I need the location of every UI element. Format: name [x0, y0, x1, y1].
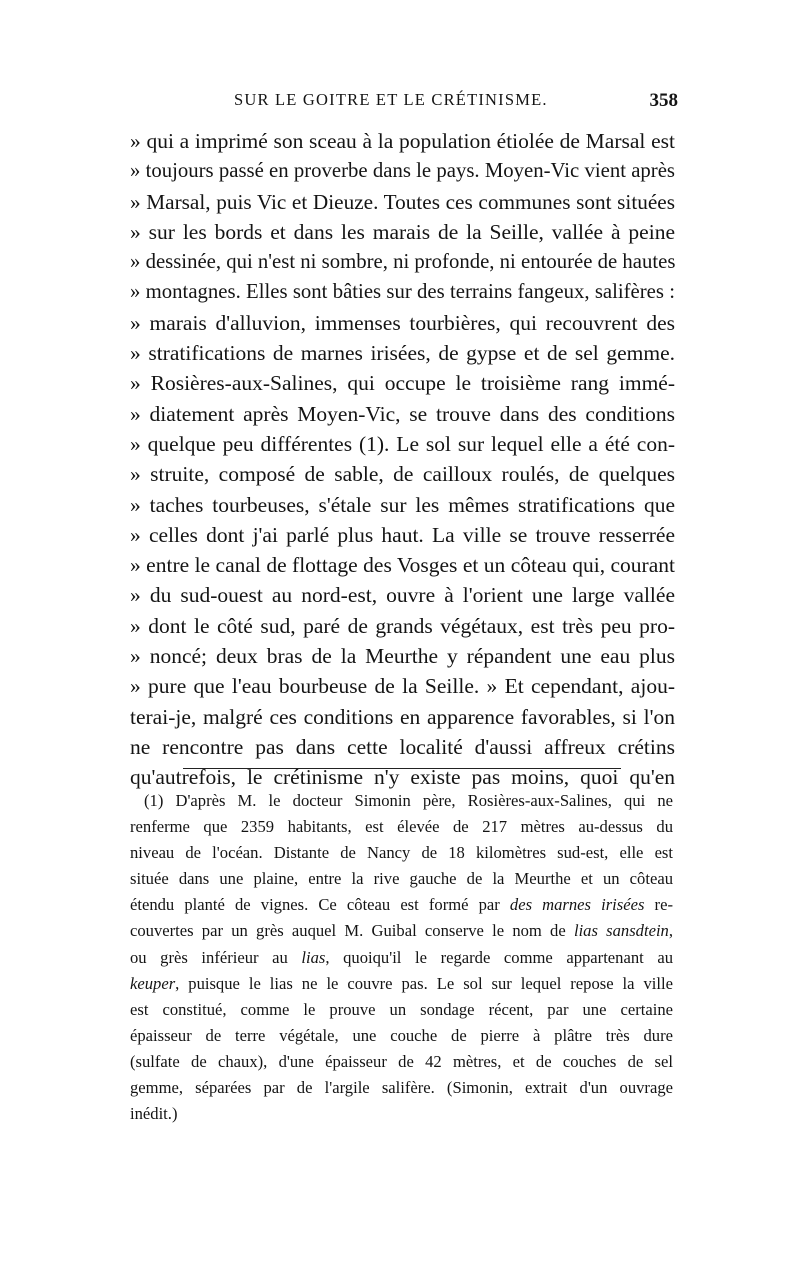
footnote-line [130, 788, 673, 814]
text-line: » entre le canal de flottage des Vosges et un côteau qui, courant [130, 553, 675, 578]
footnote-text: située dans une plaine, entre la rive gauche de la Meurthe et un côteau [130, 869, 673, 889]
text-line: » noncé; deux bras de la Meurthe y répandent une eau plus [130, 644, 675, 669]
footnote-line [130, 814, 673, 840]
footnote-text: , puisque le lias ne le couvre pas. Le sol sur lequel repose la ville [175, 973, 673, 993]
footnote-text: étendu planté de vignes. Ce côteau est formé par [130, 895, 510, 915]
text-line: » diatement après Moyen-Vic, se trouve dans des conditions [130, 401, 675, 426]
page-number: 358 [649, 90, 678, 111]
text-line: » quelque peu différentes (1). Le sol sur lequel elle a été con- [130, 431, 675, 456]
footnote-text: gemme, séparées par de l'argile salifère. (Simonin, extrait d'un ouvrage [130, 1078, 673, 1098]
main-text-block [130, 126, 675, 793]
footnote-text: (1) D'après M. le docteur Simonin père, Rosières-aux-Salines, qui ne [144, 791, 673, 810]
footnote-line [130, 892, 673, 918]
text-line: terai-je, malgré ces conditions en apparence favorables, si l'on [130, 704, 675, 729]
text-line: » sur les bords et dans les marais de la Seille, vallée à peine [130, 219, 675, 244]
footnote-italic-term: keuper [130, 973, 176, 993]
text-line: » celles dont j'ai parlé plus haut. La ville se trouve resserrée [130, 522, 675, 547]
footnote-line [130, 1049, 673, 1075]
footnote-text: (sulfate de chaux), d'une épaisseur de 42 mètres, et de couches de sel [130, 1051, 673, 1071]
text-line: » Rosières-aux-Salines, qui occupe le troisième rang immé- [130, 371, 675, 396]
text-line: » marais d'alluvion, immenses tourbières, qui recouvrent des [130, 310, 675, 335]
footnote-text: renferme que 2359 habitants, est élevée de 217 mètres au-dessus du [130, 817, 673, 837]
footnote-line [130, 971, 673, 997]
text-line: » dessinée, qui n'est ni sombre, ni profonde, ni entourée de hautes [130, 251, 676, 274]
footnote-italic-term: lias sansdtein [573, 921, 669, 941]
footnote-text: est constitué, comme le prouve un sondage récent, par une certaine [130, 999, 673, 1019]
footnote-line [130, 1075, 673, 1101]
footnote-line [130, 840, 673, 866]
footnote-text: re- [644, 895, 673, 915]
text-line: » stratifications de marnes irisées, de gypse et de sel gemme. [130, 341, 675, 366]
text-line: » struite, composé de sable, de cailloux roulés, de quelques [130, 462, 675, 487]
footnote-italic-term: lias [301, 947, 326, 967]
text-line: » qui a imprimé son sceau à la population étiolée de Marsal est [130, 129, 675, 153]
footnote-text: couvertes par un grès auquel M. Guibal conserve le nom de [130, 921, 574, 941]
text-line: » du sud-ouest au nord-est, ouvre à l'orient une large vallée [130, 583, 675, 608]
footnote-line [130, 945, 673, 971]
running-header [130, 90, 678, 116]
running-title: SUR LE GOITRE ET LE CRÉTINISME. [234, 90, 548, 109]
footnote-text: inédit.) [130, 1104, 178, 1124]
footnote-line [130, 866, 673, 892]
footnote-text: niveau de l'océan. Distante de Nancy de 18 kilomètres sud-est, elle est [130, 843, 673, 863]
text-line: » taches tourbeuses, s'étale sur les mêmes stratifications que [130, 492, 675, 517]
text-line: » Marsal, puis Vic et Dieuze. Toutes ces communes sont situées [130, 189, 675, 214]
text-line: » montagnes. Elles sont bâties sur des terrains fangeux, salifères : [130, 281, 675, 304]
footnote-text: , quoiqu'il le regarde comme appartenant au [325, 947, 673, 967]
text-line: ne rencontre pas dans cette localité d'aussi affreux crétins [130, 734, 675, 759]
footnote-text: ou grès inférieur au [130, 947, 302, 967]
footnote-italic-term: des marnes irisées [509, 895, 645, 915]
footnote-line [130, 918, 673, 944]
footnote-text: , [668, 921, 674, 941]
footnote-line [130, 1101, 673, 1127]
text-line: » dont le côté sud, paré de grands végétaux, est très peu pro- [130, 613, 675, 638]
footnote-separator-rule [183, 768, 621, 769]
text-line: qu'autrefois, le crétinisme n'y existe pas moins, quoi qu'en [130, 765, 675, 790]
text-line: » pure que l'eau bourbeuse de la Seille. » Et cependant, ajou- [130, 674, 675, 699]
text-line: » toujours passé en proverbe dans le pays. Moyen-Vic vient après [130, 160, 675, 183]
footnote-line [130, 1023, 673, 1049]
footnote-line [130, 997, 673, 1023]
footnote-block [130, 788, 673, 1127]
footnote-text: épaisseur de terre végétale, une couche de pierre à plâtre très dure [130, 1025, 673, 1045]
